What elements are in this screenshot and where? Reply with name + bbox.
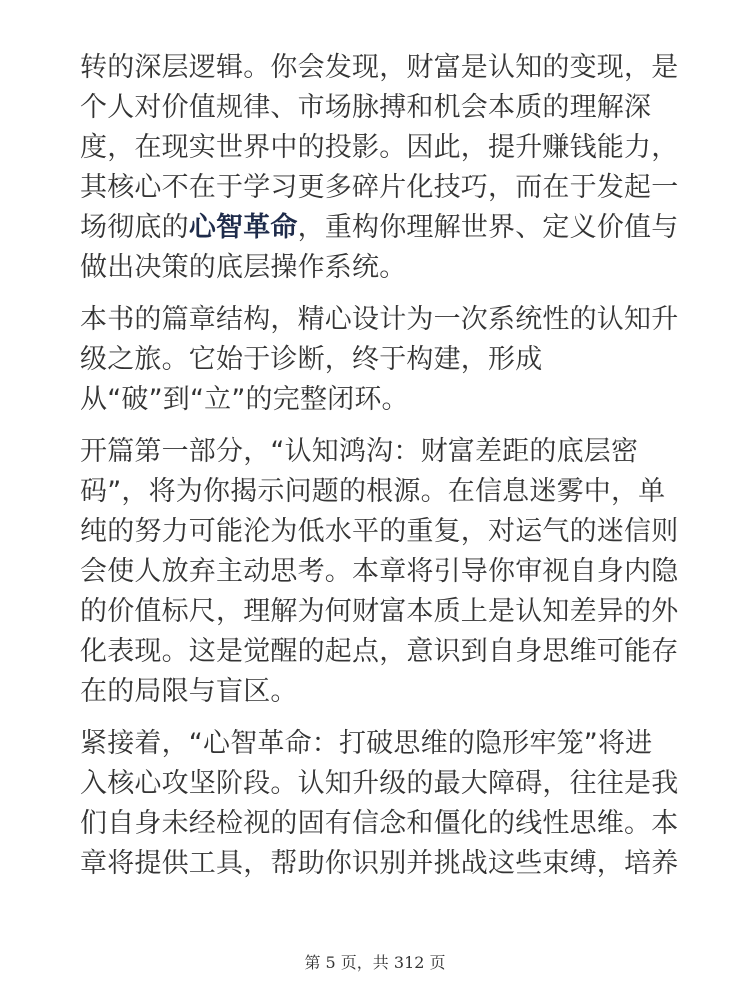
text-line: 从“破”到“立”的完整闭环。 [80,384,409,415]
text-line: 紧接着，“心智革命：打破思维的隐形牢笼”将进 [80,728,653,759]
text-line: 度，在现实世界中的投影。因此，提升赚钱能力， [80,132,679,163]
paragraph [80,432,680,712]
text-line: 章将提供工具，帮助你识别并挑战这些束缚，培养 [80,848,679,879]
text-line: 本书的篇章结构，精心设计为一次系统性的认知升 [80,304,679,335]
text-line: 纯的努力可能沦为低水平的重复，对运气的迷信则 [80,516,679,547]
text-line: 化表现。这是觉醒的起点，意识到自身思维可能存 [80,636,679,667]
text-line: 做出决策的底层操作系统。 [80,252,407,283]
text-line: 转的深层逻辑。你会发现，财富是认知的变现，是 [80,52,679,83]
page-number-footer: 第 5 页，共 312 页 [304,953,446,972]
text-line: 在的局限与盲区。 [80,676,298,707]
paragraph [80,48,680,288]
paragraph [80,724,680,884]
paragraph [80,300,680,420]
text-line: 个人对价值规律、市场脉搏和机会本质的理解深 [80,92,652,123]
text-line: 会使人放弃主动思考。本章将引导你审视自身内隐 [80,556,679,587]
text-line: 的价值标尺，理解为何财富本质上是认知差异的外 [80,596,679,627]
text-line: 级之旅。它始于诊断，终于构建，形成 [80,344,543,375]
body-text [80,48,680,896]
highlighted-term: 心智革命 [188,212,298,243]
text-line: 其核心不在于学习更多碎片化技巧，而在于发起一 [80,172,679,203]
text-line: 场彻底的心智革命，重构你理解世界、定义价值与 [80,212,679,243]
text-line: 开篇第一部分，“认知鸿沟：财富差距的底层密 [80,436,639,467]
text-line: 码”，将为你揭示问题的根源。在信息迷雾中，单 [80,476,666,507]
text-line: 们自身未经检视的固有信念和僵化的线性思维。本 [80,808,679,839]
text-line: 入核心攻坚阶段。认知升级的最大障碍，往往是我 [80,768,679,799]
